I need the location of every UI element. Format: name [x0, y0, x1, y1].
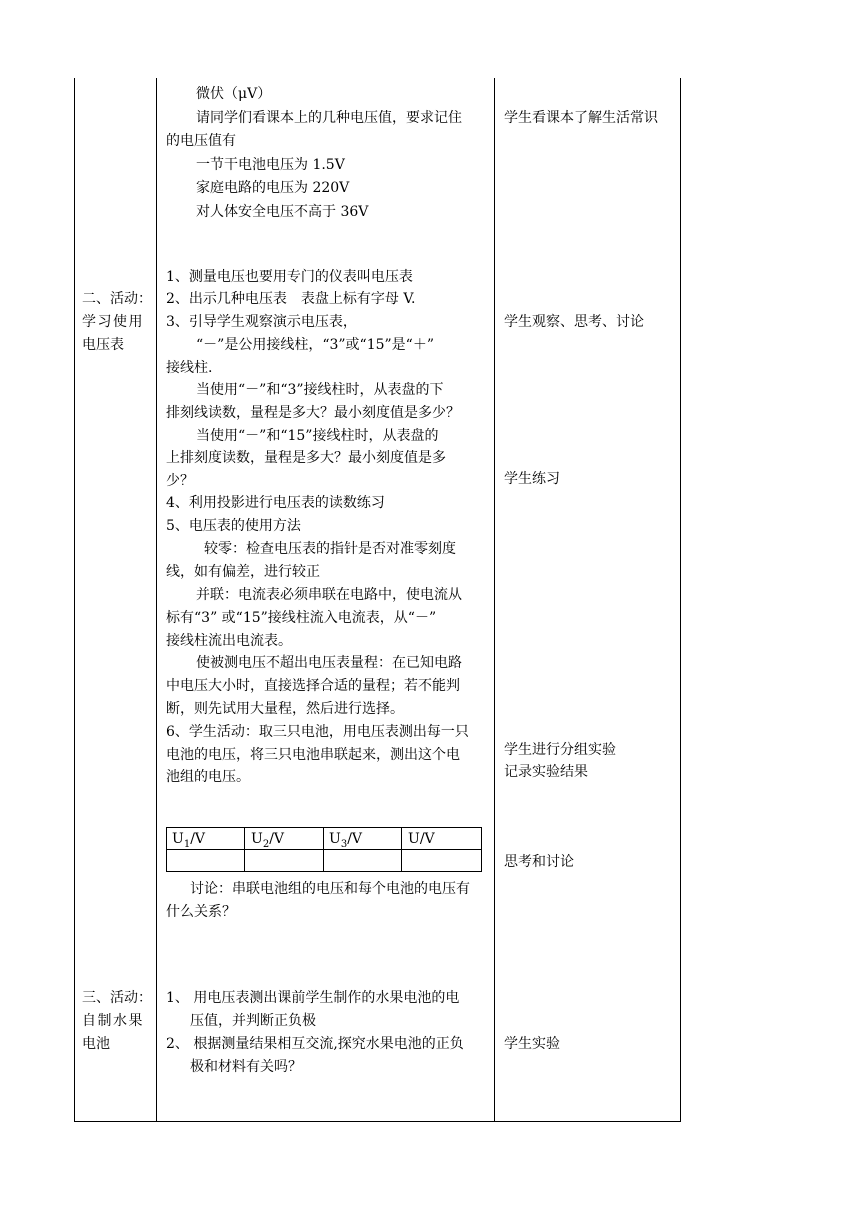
student-activity: 学生进行分组实验: [504, 742, 616, 758]
fruit-line: 极和材料有关吗？: [190, 1059, 302, 1075]
voltmeter-line: 较零：检查电压表的指针是否对准零刻度: [204, 541, 456, 557]
section-label-voltmeter-1: 二、活动：: [82, 291, 152, 307]
voltmeter-line: 中电压大小时，直接选择合适的量程；若不能判: [166, 678, 460, 694]
intro-line: 一节干电池电压为 1.5V: [196, 157, 345, 173]
discussion-line: 讨论：串联电池组的电压和每个电池的电压有: [190, 881, 470, 897]
voltmeter-line: 4、利用投影进行电压表的读数练习: [166, 495, 385, 511]
table-header-u2: $U_2/V$: [251, 831, 285, 850]
section-label-voltmeter-2: 学习使用: [82, 314, 144, 330]
intro-line: 对人体安全电压不高于 36V: [196, 204, 369, 220]
student-activity: 学生看课本了解生活常识: [504, 110, 658, 126]
voltmeter-line: 排刻线读数，量程是多大？最小刻度值是多少？: [166, 405, 460, 421]
table-border-left: [74, 78, 75, 1122]
fruit-line: 1、 用电压表测出课前学生制作的水果电池的电: [166, 990, 460, 1006]
section-label-fruit-1: 三、活动：: [82, 990, 152, 1006]
student-activity: 学生练习: [504, 471, 560, 487]
intro-line: 家庭电路的电压为 220V: [196, 180, 350, 196]
voltmeter-line: 并联：电流表必须串联在电路中，使电流从: [196, 587, 462, 603]
voltmeter-line: 1、测量电压也要用专门的仪表叫电压表: [166, 269, 413, 285]
voltmeter-line: 当使用“－”和“3”接线柱时，从表盘的下: [196, 382, 444, 398]
intro-line: 请同学们看课本上的几种电压值，要求记住: [196, 110, 462, 126]
voltmeter-line: 接线柱流出电流表。: [166, 633, 292, 649]
voltmeter-line: 少？: [166, 473, 194, 489]
fruit-line: 2、 根据测量结果相互交流,探究水果电池的正负: [166, 1036, 464, 1052]
table-header-u1: $U_1/V$: [172, 831, 206, 850]
table-border-right: [680, 78, 681, 1122]
voltmeter-line: 断，则先试用大量程，然后进行选择。: [166, 701, 404, 717]
table-header-u: U/V: [408, 831, 435, 847]
table-border-bottom: [74, 1121, 681, 1122]
voltmeter-line: 使被测电压不超出电压表量程：在已知电路: [196, 655, 462, 671]
student-activity: 学生观察、思考、讨论: [504, 314, 644, 330]
student-activity: 思考和讨论: [504, 854, 574, 870]
voltmeter-line: 标有“3” 或“15”接线柱流入电流表，从“－”: [166, 610, 437, 626]
table-header-u3: $U_3/V$: [329, 831, 363, 850]
section-label-fruit-3: 电池: [82, 1036, 110, 1052]
intro-line: 微伏（μV）: [196, 86, 272, 102]
voltmeter-line: 上排刻度读数，量程是多大？最小刻度值是多: [166, 450, 446, 466]
voltmeter-line: 电池的电压，将三只电池串联起来，测出这个电: [166, 747, 460, 763]
intro-line: 的电压值有: [166, 133, 236, 149]
section-label-fruit-2: 自制水果: [82, 1013, 144, 1029]
section-label-voltmeter-3: 电压表: [82, 337, 124, 353]
table-divider-1: [156, 78, 157, 1122]
voltmeter-line: 线，如有偏差，进行较正: [166, 564, 320, 580]
fruit-line: 压值，并判断正负极: [190, 1013, 316, 1029]
voltmeter-line: 6、学生活动：取三只电池，用电压表测出每一只: [166, 724, 469, 740]
voltmeter-line: “－”是公用接线柱，“3”或“15”是“＋”: [196, 337, 434, 353]
voltmeter-line: 3、引导学生观察演示电压表，: [166, 314, 357, 330]
voltmeter-line: 2、出示几种电压表 表盘上标有字母 V.: [166, 291, 416, 307]
student-activity: 学生实验: [504, 1036, 560, 1052]
table-divider-2: [494, 78, 495, 1122]
voltmeter-line: 5、电压表的使用方法: [166, 518, 301, 534]
voltmeter-line: 接线柱.: [166, 360, 213, 376]
discussion-line: 什么关系？: [166, 904, 236, 920]
student-activity: 记录实验结果: [504, 764, 588, 780]
voltmeter-line: 当使用“－”和“15”接线柱时，从表盘的: [196, 428, 439, 444]
voltage-record-table: [166, 827, 482, 871]
voltmeter-line: 池组的电压。: [166, 769, 250, 785]
